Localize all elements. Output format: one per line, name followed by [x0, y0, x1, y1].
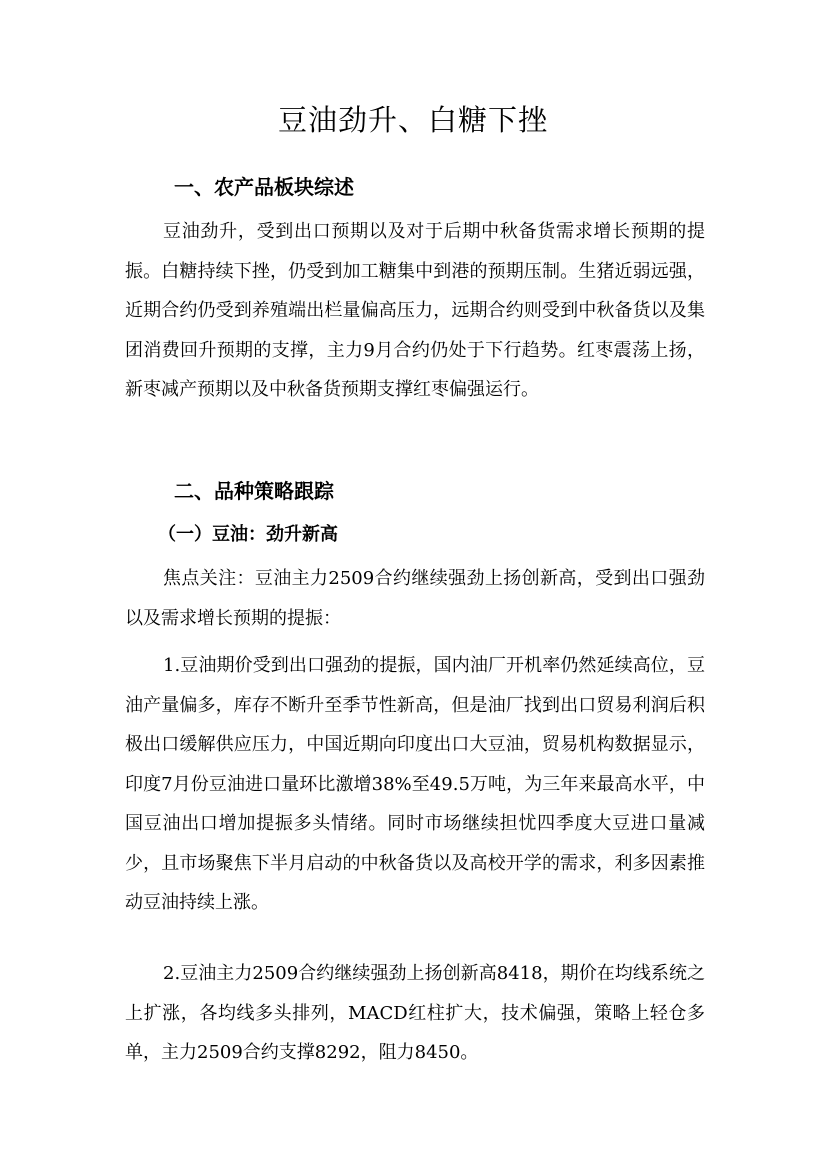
- document-title: 豆油劲升、白糖下挫: [277, 103, 548, 137]
- focus-paragraph: 焦点关注：豆油主力2509合约继续强劲上扬创新高，受到出口强劲以及需求增长预期的提振：: [125, 568, 705, 629]
- point-paragraph-1: 1.豆油期价受到出口强劲的提振，国内油厂开机率仍然延续高位，豆油产量偏多，库存不断升至季节性新高，但是油厂找到出口贸易利润后积极出口缓解供应压力，中国近期向印度出口大豆油，贸易机构数据显示，印度7月份豆油进口量环比激增38%至49.5万吨，为三年来最高水平，中国豆油出口增加提振多头情绪。同时市场继续担忧四季度大豆进口量减少，且市场聚焦下半月启动的中秋备货以及高校开学的需求，利多因素推动豆油持续上涨。: [125, 655, 705, 913]
- section-heading-strategy: 二、品种策略跟踪: [174, 479, 334, 503]
- section-heading-overview: 一、农产品板块综述: [174, 175, 354, 199]
- overview-paragraph: 豆油劲升，受到出口预期以及对于后期中秋备货需求增长预期的提振。白糖持续下挫，仍受到加工糖集中到港的预期压制。生猪近弱远强，近期合约仍受到养殖端出栏量偏高压力，远期合约则受到中秋备货以及集团消费回升预期的支撑，主力9月合约仍处于下行趋势。红枣震荡上扬，新枣减产预期以及中秋备货预期支撑红枣偏强运行。: [125, 221, 705, 400]
- subheading-soybean-oil: （一）豆油：劲升新高: [158, 524, 338, 545]
- point-paragraph-2: 2.豆油主力2509合约继续强劲上扬创新高8418，期价在均线系统之上扩涨，各均线多头排列，MACD红柱扩大，技术偏强，策略上轻仓多单，主力2509合约支撑8292，阻力8450。: [125, 963, 705, 1063]
